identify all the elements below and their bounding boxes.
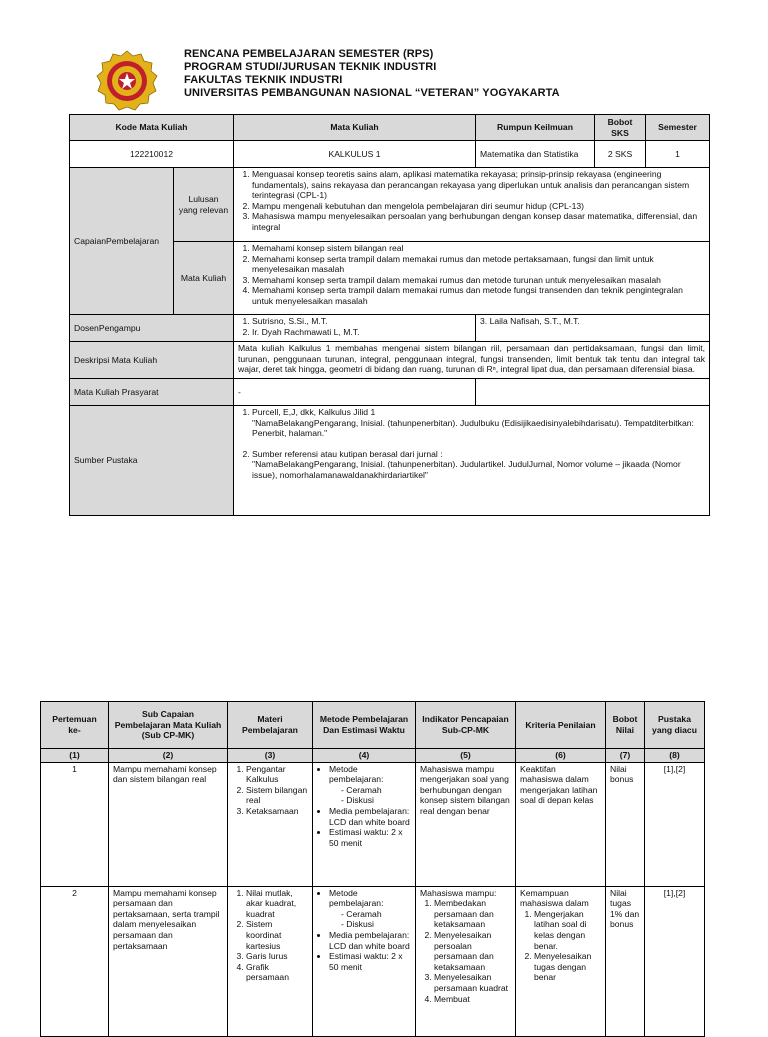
mk-list bbox=[238, 243, 705, 307]
dosen-list bbox=[238, 316, 471, 337]
mk-item: 2. Memahami konsep serta trampil dalam memakai rumus dan metode pertaksamaan, fungsi dan limit untuk menyelesaikan masalah bbox=[252, 254, 705, 275]
kriteria-item: 2. Menyelesaikan tugas dengan benar bbox=[534, 951, 601, 983]
materi-item: 3. Garis lurus bbox=[246, 951, 308, 962]
indikator-cell: Mahasiswa mampu mengerjakan soal yang berhubungan dengan konsep sistem bilangan real dengan benar bbox=[416, 762, 516, 886]
metode-cell bbox=[313, 886, 416, 1036]
dosen-item: 2. Ir. Dyah Rachmawati L, M.T. bbox=[252, 327, 471, 338]
plan-number-row bbox=[41, 749, 705, 763]
prasyarat-value: - bbox=[234, 379, 476, 406]
plan-header-pustaka: Pustaka yang diacu bbox=[645, 702, 705, 749]
course-name: KALKULUS 1 bbox=[234, 141, 476, 168]
prasyarat-empty bbox=[476, 379, 710, 406]
indikator-item: 2. Menyelesaikan persoalan persamaan dan ketaksamaan bbox=[434, 930, 511, 972]
indikator-cell bbox=[416, 886, 516, 1036]
metode-subitem: - Diskusi bbox=[341, 795, 411, 806]
kriteria-cell bbox=[516, 886, 606, 1036]
indikator-list bbox=[420, 898, 511, 1004]
mk-content bbox=[234, 242, 710, 315]
media-item: • Media pembelajaran: LCD dan white board bbox=[329, 806, 411, 827]
header-title-program: PROGRAM STUDI/JURUSAN TEKNIK INDUSTRI bbox=[184, 61, 437, 73]
mk-item: 4. Memahami konsep serta trampil dalam memakai rumus dan metode fungsi transenden dan teknik pengintegralan untuk menyelesaikan masalah bbox=[252, 285, 705, 306]
mk-item: 3. Memahami konsep serta trampil dalam memakai rumus dan metode turunan untuk menyelesaikan masalah bbox=[252, 275, 705, 286]
lulusan-item: 2. Mampu mengenali kebutuhan dan mengelola pembelajaran diri seumur hidup (CPL-13) bbox=[252, 201, 705, 212]
prasyarat-row bbox=[70, 379, 710, 406]
col-number: (1) bbox=[41, 749, 109, 763]
metode-subitem: - Ceramah bbox=[341, 785, 411, 796]
materi-list bbox=[232, 888, 308, 983]
metode-subitem: - Diskusi bbox=[341, 919, 411, 930]
document-header bbox=[96, 44, 736, 114]
metode-label: Metode pembelajaran: bbox=[329, 887, 384, 909]
estimasi-item: • Estimasi waktu: 2 x 50 menit bbox=[329, 951, 411, 972]
col-number: (2) bbox=[109, 749, 228, 763]
indikator-item: 4. Membuat bbox=[434, 994, 511, 1005]
capaian-label: CapaianPembelajaran bbox=[70, 168, 174, 315]
course-info-table bbox=[69, 114, 710, 516]
sub-cpmk: Mampu memahami konsep dan sistem bilangan real bbox=[109, 762, 228, 886]
header-semester: Semester bbox=[646, 115, 710, 141]
plan-header-pertemuan: Pertemuan ke- bbox=[41, 702, 109, 749]
metode-sublist bbox=[329, 785, 411, 806]
media-item: • Media pembelajaran: LCD dan white board bbox=[329, 930, 411, 951]
sub-cpmk: Mampu memahami konsep persamaan dan pertaksamaan, serta trampil dalam menyelesaikan persamaan dan pertaksamaan bbox=[109, 886, 228, 1036]
capaian-lulusan-row bbox=[70, 168, 710, 242]
materi-cell bbox=[228, 762, 313, 886]
materi-cell bbox=[228, 886, 313, 1036]
kriteria-item: 1. Mengerjakan latihan soal di kelas dengan benar. bbox=[534, 909, 601, 951]
header-title-faculty: FAKULTAS TEKNIK INDUSTRI bbox=[184, 74, 343, 86]
deskripsi-row bbox=[70, 342, 710, 379]
materi-item: 2. Sistem bilangan real bbox=[246, 785, 308, 806]
materi-item: 1. Nilai mutlak, akar kuadrat, kuadrat bbox=[246, 888, 308, 920]
lulusan-content bbox=[234, 168, 710, 242]
bobot-cell: Nilai bonus bbox=[606, 762, 645, 886]
meeting-number: 2 bbox=[41, 886, 109, 1036]
header-bobot: Bobot SKS bbox=[595, 115, 646, 141]
metode-list bbox=[317, 888, 411, 973]
course-rumpun: Matematika dan Statistika bbox=[476, 141, 595, 168]
course-semester: 1 bbox=[646, 141, 710, 168]
pustaka-item: 2. Sumber referensi atau kutipan berasal dari jurnal : "NamaBelakangPengarang, Inisial. (tahunpenerbitan). Judulartikel. JudulJurnal, Nomor volume – jikaada (Nomor issue), nomorhalamanawaldanakhirdariartikel" bbox=[252, 449, 705, 481]
plan-header-metode: Metode Pembelajaran Dan Estimasi Waktu bbox=[313, 702, 416, 749]
materi-item: 2. Sistem koordinat kartesius bbox=[246, 919, 308, 951]
indikator-item: 3. Menyelesaikan persamaan kuadrat bbox=[434, 972, 511, 993]
pustaka-item: 1. Purcell, E,J, dkk, Kalkulus Jilid 1 "NamaBelakangPengarang, Inisial. (tahunpenerbitan). Judulbuku (Edisijikaedisinyalebihdarisatu). Tempatditerbitkan: Penerbit, halaman." bbox=[252, 407, 705, 439]
learning-plan-table bbox=[40, 701, 705, 1037]
materi-item: 1. Pengantar Kalkulus bbox=[246, 764, 308, 785]
header-titles bbox=[184, 48, 560, 100]
header-rumpun: Rumpun Keilmuan bbox=[476, 115, 595, 141]
estimasi-item: • Estimasi waktu: 2 x 50 menit bbox=[329, 827, 411, 848]
metode-label: Metode pembelajaran: bbox=[329, 763, 384, 785]
university-logo-icon bbox=[96, 50, 158, 112]
deskripsi-label: Deskripsi Mata Kuliah bbox=[70, 342, 234, 379]
metode-list bbox=[317, 764, 411, 849]
meeting-number: 1 bbox=[41, 762, 109, 886]
metode-cell bbox=[313, 762, 416, 886]
plan-header-sub-cpmk: Sub Capaian Pembelajaran Mata Kuliah (Sub CP-MK) bbox=[109, 702, 228, 749]
col-number: (4) bbox=[313, 749, 416, 763]
header-mata-kuliah: Mata Kuliah bbox=[234, 115, 476, 141]
lulusan-label: Lulusan yang relevan bbox=[174, 168, 234, 242]
lulusan-item: 3. Mahasiswa mampu menyelesaikan persoalan yang berhubungan dengan konsep dasar matematika, differensial, dan integral bbox=[252, 211, 705, 232]
pustaka-cell: [1],[2] bbox=[645, 886, 705, 1036]
lulusan-list bbox=[238, 169, 705, 233]
header-title-university: UNIVERSITAS PEMBANGUNAN NASIONAL “VETERAN” YOGYAKARTA bbox=[184, 87, 560, 99]
plan-header-kriteria: Kriteria Penilaian bbox=[516, 702, 606, 749]
mk-label: Mata Kuliah bbox=[174, 242, 234, 315]
pustaka-content bbox=[234, 406, 710, 516]
col-number: (7) bbox=[606, 749, 645, 763]
indikator-label: Mahasiswa mampu: bbox=[420, 887, 497, 898]
pustaka-row bbox=[70, 406, 710, 516]
metode-item bbox=[329, 764, 411, 806]
course-header-row bbox=[70, 115, 710, 141]
plan-header-materi: Materi Pembelajaran bbox=[228, 702, 313, 749]
pustaka-cell: [1],[2] bbox=[645, 762, 705, 886]
kriteria-list bbox=[520, 909, 601, 983]
col-number: (8) bbox=[645, 749, 705, 763]
kriteria-label: Kemampuan mahasiswa dalam bbox=[520, 887, 589, 909]
materi-list bbox=[232, 764, 308, 817]
metode-subitem: - Ceramah bbox=[341, 909, 411, 920]
col-number: (3) bbox=[228, 749, 313, 763]
metode-sublist bbox=[329, 909, 411, 930]
indikator-item: 1. Membedakan persamaan dan ketaksamaan bbox=[434, 898, 511, 930]
bobot-cell: Nilai tugas 1% dan bonus bbox=[606, 886, 645, 1036]
dosen-row bbox=[70, 315, 710, 342]
header-kode: Kode Mata Kuliah bbox=[70, 115, 234, 141]
table-row bbox=[41, 886, 705, 1036]
prasyarat-label: Mata Kuliah Prasyarat bbox=[70, 379, 234, 406]
pustaka-list bbox=[238, 407, 705, 481]
header-title-rps: RENCANA PEMBELAJARAN SEMESTER (RPS) bbox=[184, 48, 434, 60]
materi-item: 3. Ketaksamaan bbox=[246, 806, 308, 817]
col-number: (6) bbox=[516, 749, 606, 763]
table-row bbox=[41, 762, 705, 886]
metode-item bbox=[329, 888, 411, 930]
kriteria-cell: Keaktifan mahasiswa dalam mengerjakan latihan soal di depan kelas bbox=[516, 762, 606, 886]
course-code: 122210012 bbox=[70, 141, 234, 168]
dosen-item: 1. Sutrisno, S.Si., M.T. bbox=[252, 316, 471, 327]
plan-header-indikator: Indikator Pencapaian Sub-CP-MK bbox=[416, 702, 516, 749]
pustaka-label: Sumber Pustaka bbox=[70, 406, 234, 516]
col-number: (5) bbox=[416, 749, 516, 763]
course-value-row bbox=[70, 141, 710, 168]
mk-item: 1. Memahami konsep sistem bilangan real bbox=[252, 243, 705, 254]
plan-header-bobot: Bobot Nilai bbox=[606, 702, 645, 749]
materi-item: 4. Grafik persamaan bbox=[246, 962, 308, 983]
course-bobot: 2 SKS bbox=[595, 141, 646, 168]
dosen-3: 3. Laila Nafisah, S.T., M.T. bbox=[476, 315, 710, 342]
lulusan-item: 1. Menguasai konsep teoretis sains alam, aplikasi matematika rekayasa; prinsip-prinsip rekayasa (engineering fundamentals), sains rekayasa dan perancangan rekayasa yang diperlukan untuk analisis dan perancangan sistem terintegrasi (CPL-1) bbox=[252, 169, 705, 201]
deskripsi-content: Mata kuliah Kalkulus 1 membahas mengenai sistem bilangan riil, persamaan dan pertidaksamaan, fungsi dan limit, turunan, penggunaan turunan, integral, penggunaan integral, fungsi transenden, limit bentuk tak tentu dan integral tak wajar, deret tak hingga, geometri di bidang dan ruang, turunan di Rⁿ, integral lipat dua, dan persamaan diferensial biasa. bbox=[234, 342, 710, 379]
plan-header-row bbox=[41, 702, 705, 749]
dosen-list-cell bbox=[234, 315, 476, 342]
dosen-label: DosenPengampu bbox=[70, 315, 234, 342]
